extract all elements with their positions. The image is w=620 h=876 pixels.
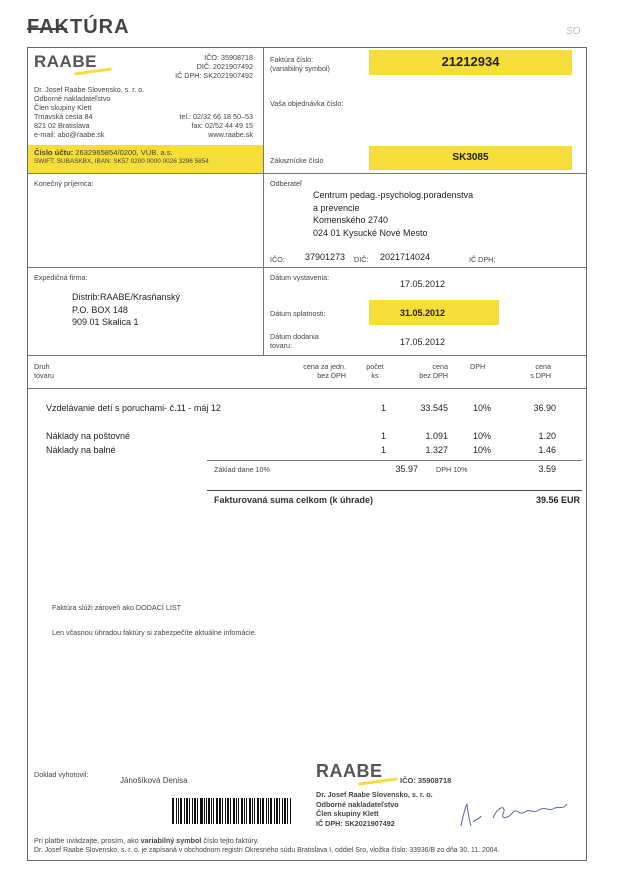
col-unit-price-header: cena za jedn. (303, 362, 346, 371)
barcode-bar (216, 798, 218, 824)
col-qty-header: počet (366, 362, 384, 371)
supplier-email: e-mail: abo@raabe.sk (34, 130, 105, 139)
barcode-bar (211, 798, 212, 824)
delivery-date: 17.05.2012 (400, 337, 446, 347)
vat-label: DPH 10% (436, 465, 468, 474)
barcode-bar (244, 798, 245, 824)
row-total: 1.46 (538, 445, 556, 455)
customer-dic: 2021714024 (380, 252, 431, 262)
account-label: Číslo účtu: (34, 148, 74, 157)
total-amount: 39.56 EUR (535, 495, 580, 505)
barcode-bar (222, 798, 223, 824)
document-title: FAKTÚRA (27, 16, 130, 38)
supplier-line: Dr. Josef Raabe Slovensko, s. r. o. (34, 85, 145, 94)
issue-date: 17.05.2012 (400, 279, 446, 289)
customer-number: SK3085 (452, 152, 489, 163)
customer-dic-label: DIČ: (354, 255, 369, 264)
row-qty: 1 (381, 403, 387, 413)
supplier-line: Trnavská cesta 84 (34, 112, 93, 121)
table-row (0, 431, 620, 443)
col-unit-price-header-2: bez DPH (317, 371, 346, 380)
supplier-line: Odborné nakladateľstvo (34, 94, 111, 103)
col-item-header-2: tovaru (34, 371, 54, 380)
footer-company-line: Odborné nakladateľstvo (316, 799, 399, 809)
barcode-bar (189, 798, 190, 824)
barcode-bar (252, 798, 253, 824)
order-number-label: Vaša objednávka číslo: (270, 99, 344, 108)
divider-vertical (263, 47, 264, 355)
total-label: Fakturovaná suma celkom (k úhrade) (214, 495, 374, 505)
divider-dates (27, 355, 587, 356)
divider-base (207, 460, 582, 461)
delivery-date-label-2: tovaru: (270, 341, 292, 350)
col-total-header-2: s DPH (530, 371, 551, 380)
company-register-note: Dr. Josef Raabe Slovensko, s. r. o. je zapísaná v obchodnom registri Okresného súdu Bratislava I, oddiel Sro, vložka číslo: 33936/B zo dňa 30. 11. 2004. (34, 847, 500, 854)
invoice-number-label: Faktúra číslo: (270, 55, 314, 64)
supplier-fax: fax: 02/52 44 49 15 (191, 121, 253, 130)
barcode-bar (186, 798, 188, 824)
row-qty: 1 (381, 431, 387, 441)
barcode-bar (268, 798, 269, 824)
col-price-header-2: bez DPH (419, 371, 448, 380)
row-total: 1.20 (538, 431, 556, 441)
payment-note-bold: variabilný symbol (140, 836, 202, 845)
shipping-address (72, 291, 180, 329)
customer-line: Komenského 2740 (313, 215, 389, 225)
barcode-bar (254, 798, 255, 824)
signature-image (455, 796, 583, 832)
barcode-bar (287, 798, 288, 824)
barcode-bar (230, 798, 231, 824)
corner-mark: SO (566, 26, 581, 37)
barcode-bar (180, 798, 183, 824)
barcode-bar (178, 798, 179, 824)
supplier-dic: DIČ: 2021907492 (196, 62, 253, 71)
barcode-bar (260, 798, 261, 824)
row-price: 1.327 (425, 445, 448, 455)
barcode-bar (194, 798, 196, 824)
raabe-logo-footer: RAABE (316, 761, 383, 781)
barcode-bar (204, 798, 205, 824)
footer-company-line: Dr. Josef Raabe Slovensko, s. r. o. (316, 790, 433, 799)
supplier-web: www.raabe.sk (208, 130, 253, 139)
payment-note-post: číslo tejto faktúry. (201, 836, 259, 845)
row-price: 33.545 (420, 403, 448, 413)
tax-base-value: 35.97 (395, 464, 418, 474)
delivery-note: Faktúra slúži zároveň ako DODACÍ LIST (52, 603, 182, 612)
col-item-header: Druh (34, 362, 50, 371)
barcode-bar (262, 798, 264, 824)
barcode-bar (176, 798, 177, 824)
barcode-bar (219, 798, 221, 824)
barcode-bar (276, 798, 279, 824)
barcode-bar (282, 798, 283, 824)
tax-base-label: Základ dane 10% (214, 465, 270, 474)
footer-ico: IČO: 35908718 (400, 776, 452, 785)
row-vat: 10% (473, 403, 492, 413)
customer-ico: 37901273 (305, 252, 346, 262)
invoice-number: 21212934 (441, 54, 500, 69)
barcode-bar (233, 798, 235, 824)
swift-iban: SWIFT: SUBASKBX, IBAN: SK57 0200 0000 0026 3296 5854 (34, 158, 209, 165)
barcode-bar (213, 798, 214, 824)
account-value: 2632965854/0200, VÚB, a.s. (75, 148, 173, 157)
issue-date-label: Dátum vystavenia: (270, 273, 330, 282)
shipping-line: 909 01 Skalica 1 (72, 317, 139, 327)
row-vat: 10% (473, 431, 492, 441)
barcode-bar (238, 798, 239, 824)
final-recipient-label: Konečný príjemca: (34, 179, 94, 188)
row-item: Náklady na poštovné (46, 431, 131, 441)
barcode-bar (208, 798, 210, 824)
customer-line: 024 01 Kysucké Nové Mesto (313, 227, 428, 238)
customer-address (313, 189, 473, 239)
barcode-bar (206, 798, 207, 824)
barcode-bar (200, 798, 203, 824)
due-date: 31.05.2012 (400, 308, 446, 318)
barcode-bar (227, 798, 230, 824)
supplier-line: Člen skupiny Klett (34, 103, 92, 112)
customer-icdph-label: IČ DPH: (469, 255, 496, 264)
customer-number-label: Zákaznícke číslo (270, 156, 324, 165)
customer-line: a prevencie (313, 202, 360, 213)
barcode-bar (172, 798, 174, 824)
barcode-bar (270, 798, 272, 824)
payment-symbol-note (34, 836, 259, 845)
barcode-bar (184, 798, 185, 824)
barcode-bar (274, 798, 275, 824)
col-price-header: cena (432, 362, 448, 371)
supplier-line: 821 02 Bratislava (34, 121, 90, 130)
row-total: 36.90 (533, 403, 556, 413)
barcode (172, 798, 292, 824)
barcode-bar (249, 798, 252, 824)
barcode-bar (257, 798, 259, 824)
title-strike (27, 28, 67, 30)
supplier-icdph: IČ DPH: SK2021907492 (175, 71, 253, 80)
payment-note-pre: Pri platbe uvádzajte, prosím, ako (34, 836, 141, 845)
payment-info-note: Len včasnou úhradou faktúry si zabezpečíte aktuálne infomácie. (52, 628, 257, 637)
customer-line: Centrum pedag.-psycholog.poradenstva (313, 190, 474, 200)
shipping-line: P.O. BOX 148 (72, 304, 128, 315)
issued-by-name: Jánošíková Denisa (120, 776, 188, 785)
barcode-bar (236, 798, 237, 824)
supplier-ico: IČO: 35908718 (204, 53, 253, 62)
delivery-date-label: Dátum dodania (270, 332, 319, 341)
divider-supplier (27, 173, 587, 174)
vat-value: 3.59 (538, 464, 556, 474)
barcode-bar (290, 798, 291, 824)
barcode-bar (241, 798, 243, 824)
row-item: Vzdelávanie detí s poruchami- č.11 - máj 12 (46, 403, 221, 413)
due-date-label: Dátum splatnosti: (270, 309, 326, 318)
footer-company-line: IČ DPH: SK2021907492 (316, 818, 395, 828)
customer-label: Odberateľ (270, 179, 303, 188)
issued-by-label: Doklad vyhotovil: (34, 770, 89, 779)
barcode-bar (192, 798, 193, 824)
divider-recipient (27, 267, 587, 268)
table-row (0, 403, 620, 415)
raabe-logo: RAABE (34, 52, 97, 71)
shipping-label: Expedičná firma: (34, 273, 88, 282)
row-vat: 10% (473, 445, 492, 455)
barcode-bar (266, 798, 267, 824)
variable-symbol-label: (variabilný symbol) (270, 64, 330, 73)
divider-sum (207, 490, 582, 491)
table-row (0, 445, 620, 457)
barcode-bar (246, 798, 247, 824)
row-item: Náklady na balné (46, 445, 116, 455)
barcode-bar (284, 798, 286, 824)
row-qty: 1 (381, 445, 387, 455)
footer-company (316, 790, 433, 828)
col-qty-header-2: ks (371, 371, 379, 380)
col-total-header: cena (535, 362, 551, 371)
divider-table-head (27, 388, 587, 389)
shipping-line: Distrib:RAABE/Krasňanský (72, 292, 181, 302)
row-price: 1.091 (425, 431, 448, 441)
barcode-bar (197, 798, 198, 824)
customer-ico-label: IČO: (270, 255, 285, 264)
barcode-bar (225, 798, 226, 824)
barcode-bar (279, 798, 280, 824)
col-vat-header: DPH (470, 362, 486, 371)
footer-company-line: Člen skupiny Klett (316, 809, 379, 818)
supplier-tel: tel.: 02/32 66 18 50–53 (179, 112, 253, 121)
